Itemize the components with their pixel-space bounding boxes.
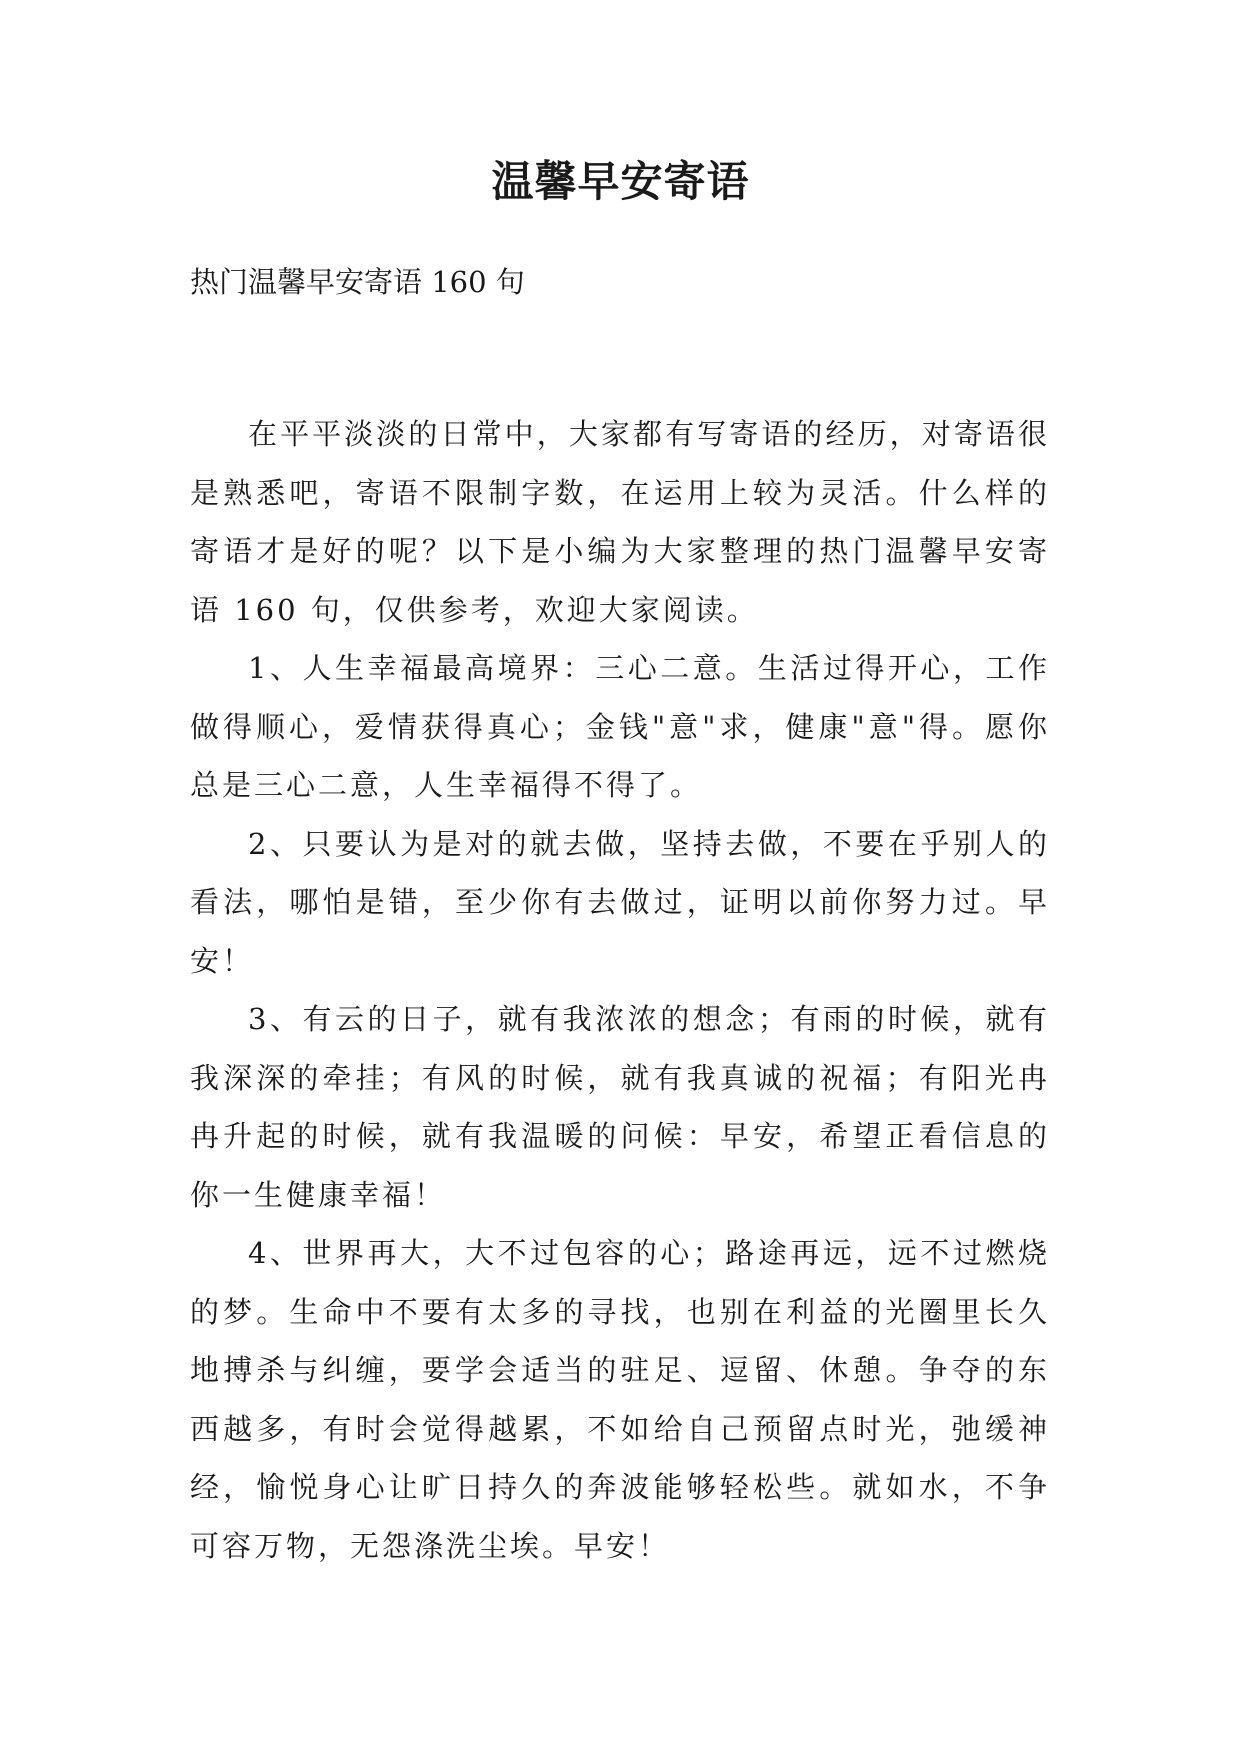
document-title: 温馨早安寄语 — [491, 157, 750, 206]
document-subtitle: 热门温馨早安寄语 160 句 — [190, 265, 525, 299]
list-item-paragraph: 4、世界再大，大不过包容的心；路途再远，远不过燃烧的梦。生命中不要有太多的寻找，也别在利益的光圈里长久地搏杀与纠缠，要学会适当的驻足、逗留、休憩。争夺的东西越多，有时会觉得越累，不如给自己预留点时光，弛缓神经，愉悦身心让旷日持久的奔波能够轻松些。就如水，不争可容万物，无怨涤洗尘埃。早安！ — [190, 1236, 1050, 1563]
list-item-paragraph: 2、只要认为是对的就去做，坚持去做，不要在乎别人的看法，哪怕是错，至少你有去做过，证明以前你努力过。早安！ — [190, 826, 1050, 978]
intro-paragraph: 在平平淡淡的日常中，大家都有写寄语的经历，对寄语很是熟悉吧，寄语不限制字数，在运用上较为灵活。什么样的寄语才是好的呢？以下是小编为大家整理的热门温馨早安寄语 160 句，仅供参考，欢迎大家阅读。 — [190, 417, 1050, 627]
list-item-paragraph: 1、人生幸福最高境界：三心二意。生活过得开心，工作做得顺心，爱情获得真心；金钱"意"求，健康"意"得。愿你总是三心二意，人生幸福得不得了。 — [190, 651, 1050, 802]
list-item-paragraph: 3、有云的日子，就有我浓浓的想念；有雨的时候，就有我深深的牵挂；有风的时候，就有我真诚的祝福；有阳光冉冉升起的时候，就有我温暖的问候：早安，希望正看信息的你一生健康幸福！ — [190, 1002, 1050, 1212]
document-body — [190, 405, 1050, 1575]
